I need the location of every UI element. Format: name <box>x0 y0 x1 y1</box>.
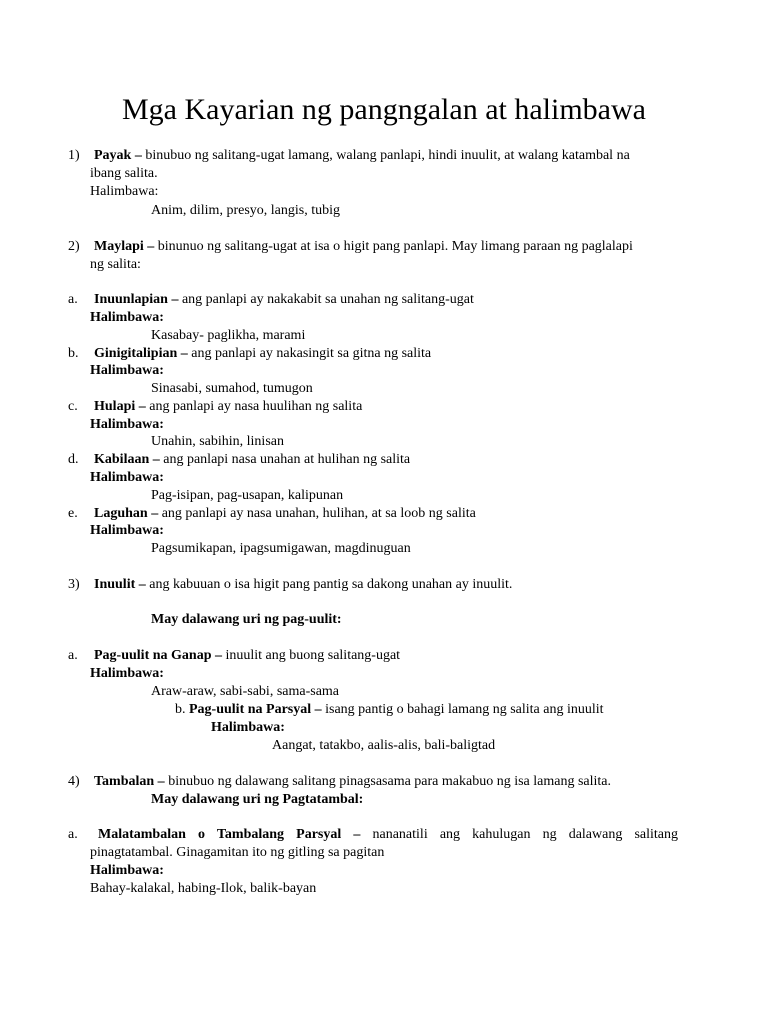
item-e-line <box>94 505 476 522</box>
section-4a-line1 <box>98 826 678 843</box>
item-d-definition: ang panlapi nasa unahan at hulihan ng salita <box>159 452 411 467</box>
section-2-term: Maylapi – <box>94 239 155 254</box>
item-a-line <box>94 291 474 308</box>
document-title: Mga Kayarian ng pangngalan at halimbawa <box>122 93 646 126</box>
section-4a-definition: nananatili ang kahulugan ng dalawang salitang <box>360 827 679 842</box>
item-b-marker: b. <box>68 346 79 361</box>
item-e-marker: e. <box>68 506 78 521</box>
item-c-definition: ang panlapi ay nasa huulihan ng salita <box>145 399 363 414</box>
item-d-examples: Pag-isipan, pag-usapan, kalipunan <box>151 488 344 503</box>
item-d-line <box>94 451 410 468</box>
section-4a-term: Malatambalan o Tambalang Parsyal – <box>98 827 361 842</box>
section-1-example-label: Halimbawa: <box>90 184 159 199</box>
section-3a-definition: inuulit ang buong salitang-ugat <box>221 648 401 663</box>
section-1-line1 <box>94 147 630 164</box>
item-b-definition: ang panlapi ay nakasingit sa gitna ng salita <box>187 346 432 361</box>
item-d-example-label: Halimbawa: <box>90 470 164 485</box>
item-a-example-label: Halimbawa: <box>90 310 164 325</box>
item-b-examples: Sinasabi, sumahod, tumugon <box>151 381 313 396</box>
section-3-term: Inuulit – <box>94 577 146 592</box>
item-c-term: Hulapi – <box>94 399 146 414</box>
section-3a-marker: a. <box>68 648 78 663</box>
section-3-line <box>94 576 512 593</box>
item-e-term: Laguhan – <box>94 506 159 521</box>
item-a-term: Inuunlapian – <box>94 292 179 307</box>
item-a-marker: a. <box>68 292 78 307</box>
section-4a-examples: Bahay-kalakal, habing-Ilok, balik-bayan <box>90 881 317 896</box>
section-3a-term: Pag-uulit na Ganap – <box>94 648 222 663</box>
section-4a-line2: pinagtatambal. Ginagamitan ito ng gitling sa pagitan <box>90 845 385 860</box>
section-1-term: Payak – <box>94 148 142 163</box>
section-4-number: 4) <box>68 774 80 789</box>
item-d-term: Kabilaan – <box>94 452 160 467</box>
item-c-line <box>94 398 362 415</box>
section-3b-example-label: Halimbawa: <box>211 720 285 735</box>
section-3b-line <box>175 701 604 718</box>
item-a-examples: Kasabay- paglikha, marami <box>151 328 306 343</box>
item-a-definition: ang panlapi ay nakakabit sa unahan ng salitang-ugat <box>178 292 474 307</box>
item-e-examples: Pagsumikapan, ipagsumigawan, magdinuguan <box>151 541 411 556</box>
section-3-number: 3) <box>68 577 80 592</box>
section-3a-example-label: Halimbawa: <box>90 666 164 681</box>
section-2-line2: ng salita: <box>90 257 141 272</box>
section-4a-marker: a. <box>68 827 78 842</box>
item-b-example-label: Halimbawa: <box>90 363 164 378</box>
section-1-number: 1) <box>68 148 80 163</box>
section-3a-line <box>94 647 400 664</box>
section-3b-term: Pag-uulit na Parsyal – <box>189 702 322 717</box>
item-b-term: Ginigitalipian – <box>94 346 188 361</box>
section-2-definition: binunuo ng salitang-ugat at isa o higit pang panlapi. May limang paraan ng paglalapi <box>154 239 633 254</box>
section-3b-marker: b. <box>175 702 186 717</box>
section-1-definition: binubuo ng salitang-ugat lamang, walang panlapi, hindi inuulit, at walang katambal na <box>141 148 630 163</box>
section-3-definition: ang kabuuan o isa higit pang pantig sa dakong unahan ay inuulit. <box>145 577 513 592</box>
section-3b-examples: Aangat, tatakbo, aalis-alis, bali-baligtad <box>272 738 496 753</box>
item-e-example-label: Halimbawa: <box>90 523 164 538</box>
item-d-marker: d. <box>68 452 79 467</box>
section-3-subheading: May dalawang uri ng pag-uulit: <box>151 612 342 627</box>
item-c-examples: Unahin, sabihin, linisan <box>151 434 284 449</box>
section-2-line1 <box>94 238 633 255</box>
item-c-marker: c. <box>68 399 78 414</box>
section-2-number: 2) <box>68 239 80 254</box>
section-1-line2: ibang salita. <box>90 166 158 181</box>
item-c-example-label: Halimbawa: <box>90 417 164 432</box>
section-3b-definition: isang pantig o bahagi lamang ng salita ang inuulit <box>321 702 604 717</box>
item-b-line <box>94 345 431 362</box>
section-4-term: Tambalan – <box>94 774 165 789</box>
section-1-examples: Anim, dilim, presyo, langis, tubig <box>151 203 340 218</box>
section-4-subheading: May dalawang uri ng Pagtatambal: <box>151 792 364 807</box>
section-3a-examples: Araw-araw, sabi-sabi, sama-sama <box>151 684 340 699</box>
item-e-definition: ang panlapi ay nasa unahan, hulihan, at sa loob ng salita <box>158 506 476 521</box>
section-4-definition: binubuo ng dalawang salitang pinagsasama para makabuo ng isa lamang salita. <box>164 774 612 789</box>
section-4-line <box>94 773 611 790</box>
section-4a-example-label: Halimbawa: <box>90 863 164 878</box>
